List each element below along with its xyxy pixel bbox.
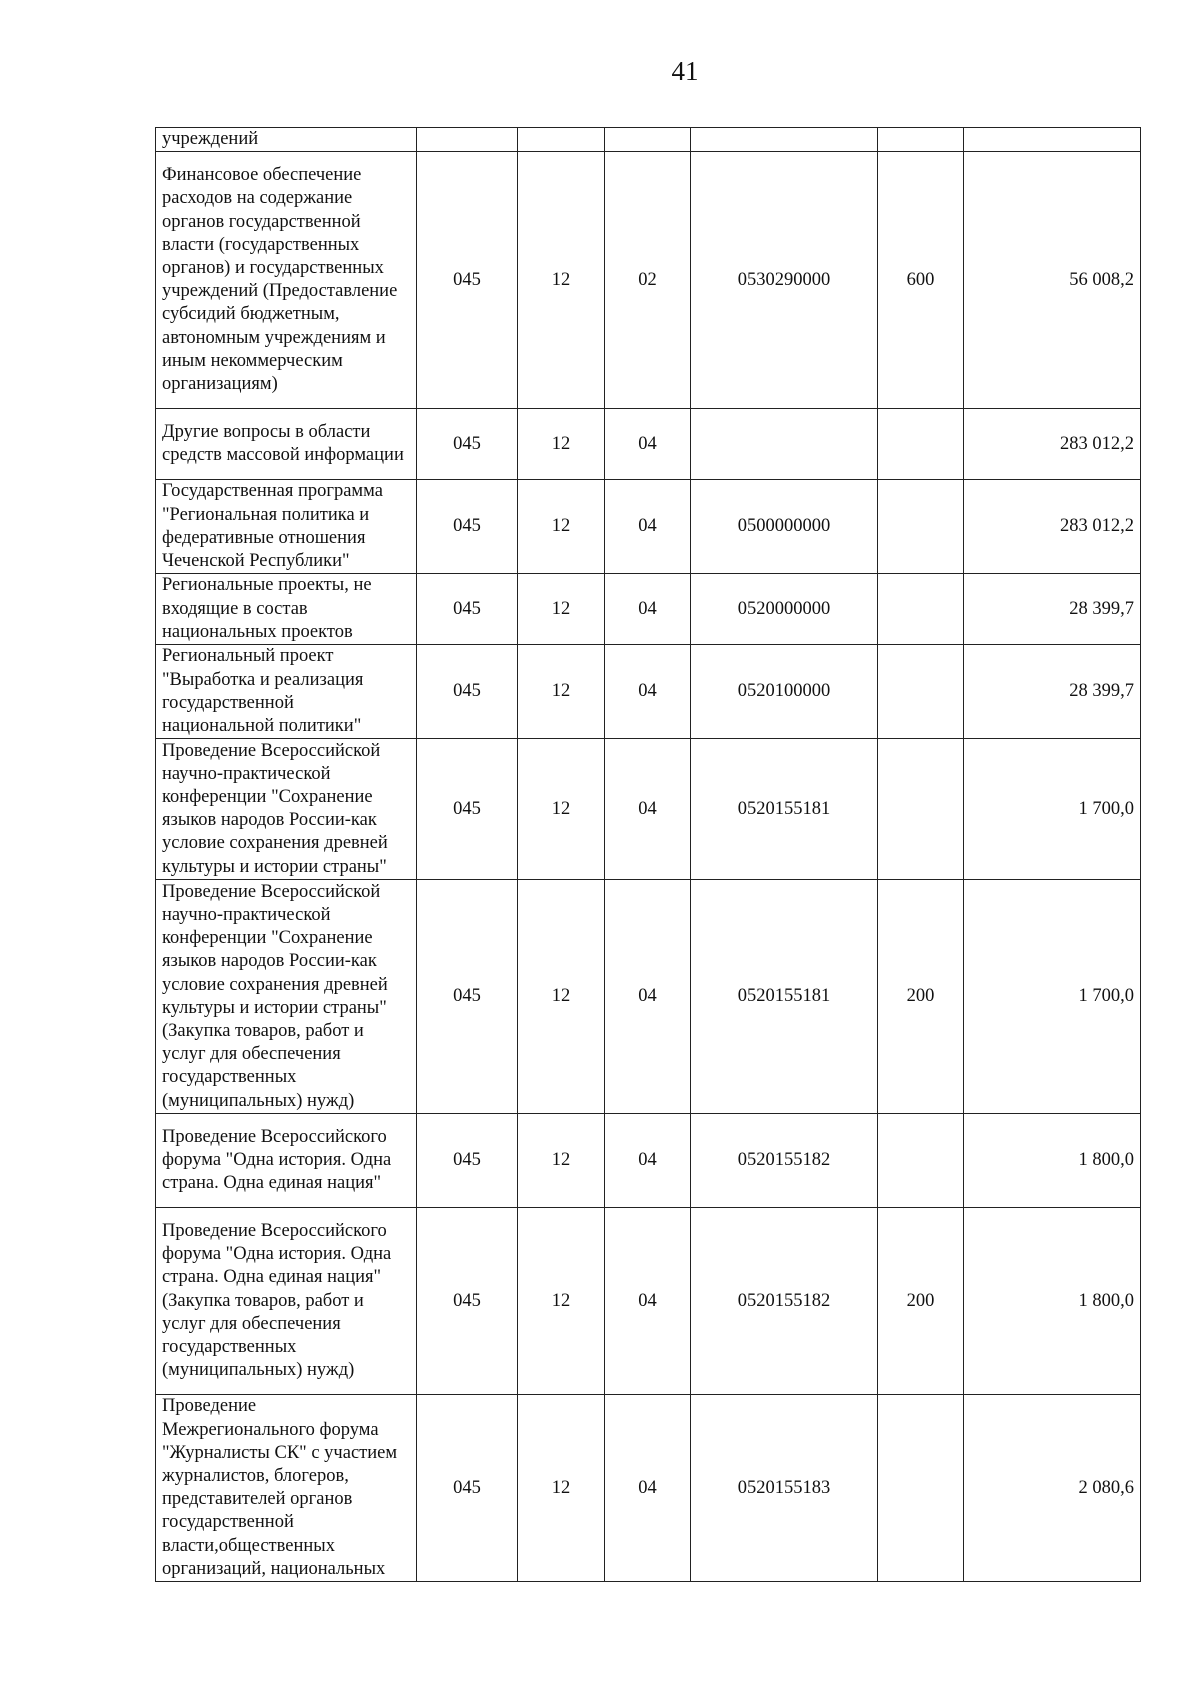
section-code: 12 — [518, 152, 605, 409]
amount: 1 700,0 — [964, 880, 1141, 1114]
target-code: 0520000000 — [691, 574, 878, 645]
amount: 283 012,2 — [964, 480, 1141, 574]
section-code: 12 — [518, 1395, 605, 1582]
amount: 28 399,7 — [964, 645, 1141, 739]
section-code: 12 — [518, 1208, 605, 1395]
row-name: Проведение Всероссийской научно-практической конференции "Сохранение языков народов России-как условие сохранения древней культуры и истории страны" — [156, 739, 417, 880]
table-row — [156, 739, 1141, 880]
subsection-code: 04 — [605, 1395, 691, 1582]
amount: 28 399,7 — [964, 574, 1141, 645]
ministry-code: 045 — [417, 739, 518, 880]
row-name: Проведение Всероссийского форума "Одна история. Одна страна. Одна единая нация" (Закупка товаров, работ и услуг для обеспечения государственных (муниципальных) нужд) — [156, 1208, 417, 1395]
ministry-code: 045 — [417, 1114, 518, 1208]
amount: 56 008,2 — [964, 152, 1141, 409]
row-name: Государственная программа "Региональная политика и федеративные отношения Чеченской Республики" — [156, 480, 417, 574]
subsection-code — [605, 128, 691, 152]
table-row — [156, 880, 1141, 1114]
expense-type-code — [878, 645, 964, 739]
expense-type-code — [878, 574, 964, 645]
expense-type-code — [878, 409, 964, 480]
section-code: 12 — [518, 739, 605, 880]
subsection-code: 04 — [605, 1114, 691, 1208]
table-row — [156, 152, 1141, 409]
row-name: Другие вопросы в области средств массовой информации — [156, 409, 417, 480]
target-code: 0520155183 — [691, 1395, 878, 1582]
subsection-code: 02 — [605, 152, 691, 409]
section-code — [518, 128, 605, 152]
ministry-code: 045 — [417, 409, 518, 480]
ministry-code: 045 — [417, 645, 518, 739]
target-code — [691, 128, 878, 152]
ministry-code: 045 — [417, 480, 518, 574]
section-code: 12 — [518, 1114, 605, 1208]
target-code — [691, 409, 878, 480]
target-code: 0500000000 — [691, 480, 878, 574]
row-name: Проведение Всероссийской научно-практической конференции "Сохранение языков народов России-как условие сохранения древней культуры и истории страны" (Закупка товаров, работ и услуг для обеспечения государственных (муниципальных) нужд) — [156, 880, 417, 1114]
subsection-code: 04 — [605, 1208, 691, 1395]
expense-type-code: 200 — [878, 1208, 964, 1395]
budget-table — [155, 127, 1141, 1582]
target-code: 0520155181 — [691, 880, 878, 1114]
expense-type-code — [878, 128, 964, 152]
row-name: Проведение Межрегионального форума "Журналисты СК" с участием журналистов, блогеров, представителей органов государственной власти,общественных организаций, национальных — [156, 1395, 417, 1582]
expense-type-code: 600 — [878, 152, 964, 409]
table-row — [156, 645, 1141, 739]
subsection-code: 04 — [605, 645, 691, 739]
table-row — [156, 1114, 1141, 1208]
section-code: 12 — [518, 880, 605, 1114]
expense-type-code: 200 — [878, 880, 964, 1114]
expense-type-code — [878, 739, 964, 880]
expense-type-code — [878, 1395, 964, 1582]
ministry-code: 045 — [417, 1208, 518, 1395]
table-row — [156, 1395, 1141, 1582]
subsection-code: 04 — [605, 739, 691, 880]
target-code: 0520155181 — [691, 739, 878, 880]
section-code: 12 — [518, 645, 605, 739]
row-name: учреждений — [156, 128, 417, 152]
subsection-code: 04 — [605, 480, 691, 574]
page-number: 41 — [671, 56, 699, 86]
row-name: Проведение Всероссийского форума "Одна история. Одна страна. Одна единая нация" — [156, 1114, 417, 1208]
table-row — [156, 574, 1141, 645]
ministry-code: 045 — [417, 880, 518, 1114]
row-name: Финансовое обеспечение расходов на содержание органов государственной власти (государственных органов) и государственных учреждений (Предоставление субсидий бюджетным, автономным учреждениям и иным некоммерческим организациям) — [156, 152, 417, 409]
target-code: 0530290000 — [691, 152, 878, 409]
ministry-code: 045 — [417, 1395, 518, 1582]
section-code: 12 — [518, 480, 605, 574]
row-name: Региональные проекты, не входящие в состав национальных проектов — [156, 574, 417, 645]
target-code: 0520155182 — [691, 1208, 878, 1395]
budget-table-body — [156, 128, 1141, 1582]
section-code: 12 — [518, 574, 605, 645]
amount — [964, 128, 1141, 152]
expense-type-code — [878, 1114, 964, 1208]
table-row — [156, 409, 1141, 480]
amount: 1 800,0 — [964, 1114, 1141, 1208]
ministry-code — [417, 128, 518, 152]
expense-type-code — [878, 480, 964, 574]
section-code: 12 — [518, 409, 605, 480]
subsection-code: 04 — [605, 409, 691, 480]
row-name: Региональный проект "Выработка и реализация государственной национальной политики" — [156, 645, 417, 739]
subsection-code: 04 — [605, 880, 691, 1114]
amount: 283 012,2 — [964, 409, 1141, 480]
table-row — [156, 128, 1141, 152]
target-code: 0520100000 — [691, 645, 878, 739]
table-row — [156, 1208, 1141, 1395]
table-row — [156, 480, 1141, 574]
amount: 1 700,0 — [964, 739, 1141, 880]
subsection-code: 04 — [605, 574, 691, 645]
ministry-code: 045 — [417, 152, 518, 409]
ministry-code: 045 — [417, 574, 518, 645]
amount: 1 800,0 — [964, 1208, 1141, 1395]
amount: 2 080,6 — [964, 1395, 1141, 1582]
target-code: 0520155182 — [691, 1114, 878, 1208]
